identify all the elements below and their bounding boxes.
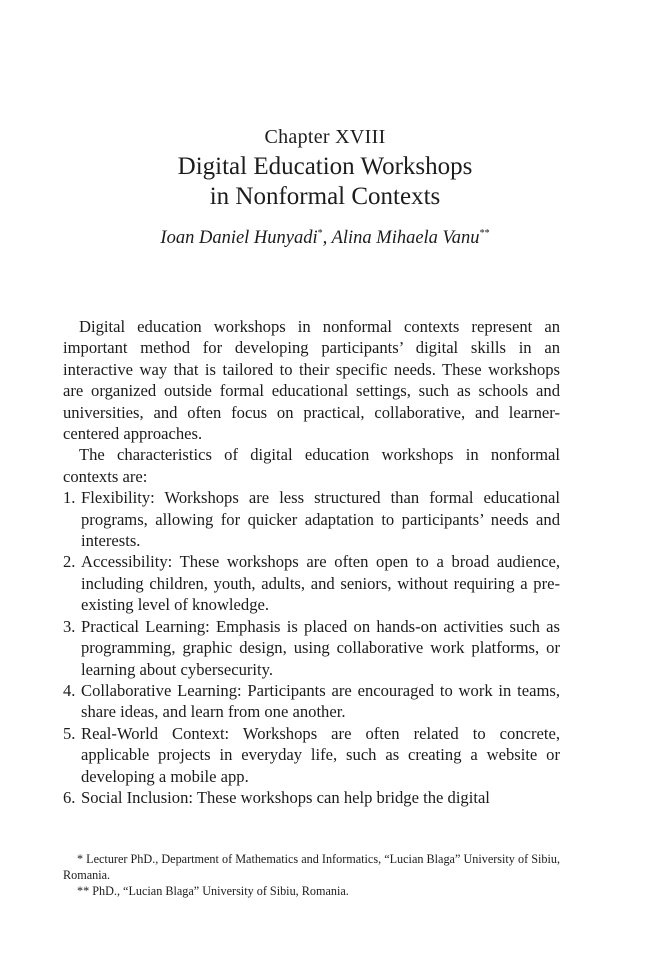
chapter-label: Chapter XVIII xyxy=(264,126,386,148)
footnote-2: ** PhD., “Lucian Blaga” University of Sibiu, Romania. xyxy=(77,884,349,898)
paragraph-intro: Digital education workshops in nonformal contexts represent an important method for developing participants’ digital skills in an interactive way that is tailored to their specific needs. These workshops are organized outside formal educational settings, such as schools and universities, and often focus on practical, collaborative, and learner-centered approaches. xyxy=(63,317,560,444)
list-item xyxy=(63,616,560,680)
author-line xyxy=(0,228,650,249)
author-2: Alina Mihaela Vanu xyxy=(331,228,480,248)
list-item-number: 6. xyxy=(63,787,76,807)
list-item-text: Flexibility: Workshops are less structured than formal educational programs, allowing for quicker adaptation to participants’ needs and interests. xyxy=(81,488,560,551)
list-item xyxy=(63,723,560,787)
paragraph-characteristics: The characteristics of digital education workshops in nonformal contexts are: xyxy=(63,445,560,486)
list-item xyxy=(63,680,560,723)
footnote-mark-2: ** xyxy=(479,228,490,239)
list-item-text: Accessibility: These workshops are often open to a broad audience, including children, youth, adults, and seniors, without requiring a pre-existing level of knowledge. xyxy=(81,552,560,615)
footnote-mark-1: * xyxy=(317,228,323,239)
author-separator: , xyxy=(322,228,332,248)
chapter-title-line-2: in Nonformal Contexts xyxy=(209,183,441,210)
author-1: Ioan Daniel Hunyadi xyxy=(160,228,318,248)
list-item-text: Social Inclusion: These workshops can help bridge the digital xyxy=(81,787,490,807)
chapter-title xyxy=(0,152,650,212)
list-item-text: Real-World Context: Workshops are often related to concrete, applicable projects in everyday life, such as creating a website or developing a mobile app. xyxy=(81,723,560,786)
list-item-text: Practical Learning: Emphasis is placed on hands-on activities such as programming, graphic design, using collaborative work platforms, or learning about cybersecurity. xyxy=(81,616,560,679)
list-item xyxy=(63,787,560,808)
chapter-title-line-1: Digital Education Workshops xyxy=(177,153,473,180)
list-item-number: 1. xyxy=(63,488,76,508)
body-text xyxy=(63,316,560,808)
list-item-text: Collaborative Learning: Participants are encouraged to work in teams, share ideas, and learn from one another. xyxy=(81,680,560,722)
characteristics-list xyxy=(63,487,560,808)
footnote-1: * Lecturer PhD., Department of Mathematics and Informatics, “Lucian Blaga” University of Sibiu, Romania. xyxy=(63,852,560,882)
list-item-number: 4. xyxy=(63,680,76,700)
list-item xyxy=(63,487,560,551)
list-item-number: 2. xyxy=(63,552,76,572)
list-item xyxy=(63,551,560,615)
list-item-number: 5. xyxy=(63,723,76,743)
list-item-number: 3. xyxy=(63,616,76,636)
footnotes xyxy=(63,851,560,899)
